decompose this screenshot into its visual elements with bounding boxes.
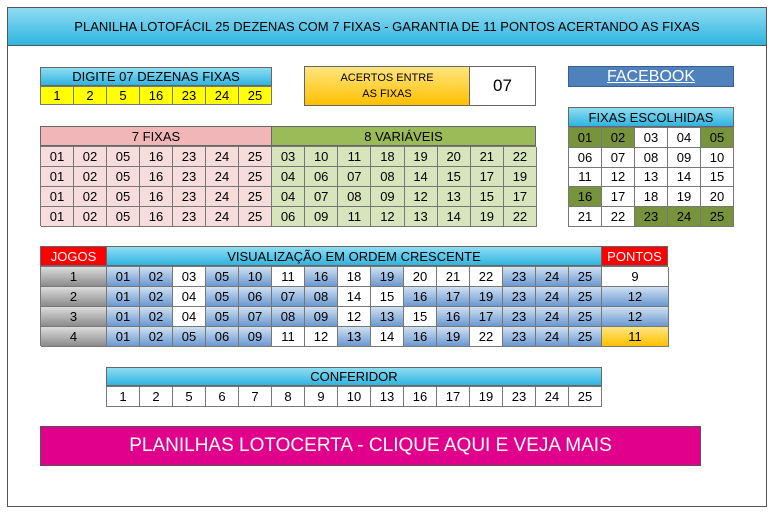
variavel-cell: 08 [371,167,404,187]
pontos-cell: 12 [602,287,669,307]
variavel-cell: 19 [471,207,504,227]
jogo-dezena-cell: 19 [437,327,470,347]
escolhida-cell: 24 [668,207,701,227]
jogo-dezena-cell: 12 [338,307,371,327]
fixa-cell: 01 [41,147,74,167]
variavel-cell: 10 [305,147,338,167]
fixa-cell: 24 [206,167,239,187]
jogo-dezena-cell: 01 [107,267,140,287]
fixa-cell: 05 [107,167,140,187]
escolhida-cell: 20 [701,187,734,207]
jogo-dezena-cell: 02 [140,307,173,327]
conferidor-cell: 7 [239,387,272,407]
fixa-cell: 25 [239,167,272,187]
digite-input-cell[interactable]: 1 [41,87,74,105]
jogo-dezena-cell: 04 [173,287,206,307]
escolhidas-table [568,127,734,227]
fixa-cell: 02 [74,207,107,227]
escolhida-cell: 17 [602,187,635,207]
jogo-dezena-cell: 18 [338,267,371,287]
escolhida-cell: 07 [602,148,635,168]
variavel-cell: 09 [371,187,404,207]
facebook-link[interactable]: FACEBOOK [568,66,734,87]
escolhida-cell: 22 [602,207,635,227]
jogo-dezena-cell: 08 [272,307,305,327]
conferidor-cell: 19 [470,387,503,407]
digite-inputs [40,86,272,105]
escolhidas-label: FIXAS ESCOLHIDAS [568,107,734,127]
variavel-cell: 15 [471,187,504,207]
conferidor-cell: 13 [371,387,404,407]
escolhida-cell: 18 [635,187,668,207]
jogo-dezena-cell: 22 [470,327,503,347]
variavel-cell: 04 [272,167,305,187]
jogo-dezena-cell: 17 [437,287,470,307]
escolhida-cell: 21 [569,207,602,227]
digite-input-cell[interactable]: 5 [107,87,140,105]
fixa-cell: 23 [173,207,206,227]
jogo-dezena-cell: 06 [206,327,239,347]
conferidor-cell: 23 [503,387,536,407]
jogo-dezena-cell: 06 [239,287,272,307]
jogo-dezena-cell: 01 [107,307,140,327]
jogo-dezena-cell: 22 [470,267,503,287]
jogo-dezena-cell: 05 [206,267,239,287]
conferidor-cell: 5 [173,387,206,407]
fixa-cell: 01 [41,167,74,187]
escolhida-cell: 14 [668,168,701,188]
escolhida-cell: 10 [701,148,734,168]
variavel-cell: 12 [371,207,404,227]
conferidor-cell: 17 [437,387,470,407]
fixa-cell: 16 [140,207,173,227]
escolhida-cell: 11 [569,168,602,188]
conferidor-cell: 2 [140,387,173,407]
variavel-cell: 19 [405,147,438,167]
fixa-cell: 01 [41,187,74,207]
jogo-dezena-cell: 15 [404,307,437,327]
jogo-dezena-cell: 10 [239,267,272,287]
digite-input-cell[interactable]: 25 [239,87,272,105]
variaveis-header: 8 VARIÁVEIS [271,126,536,146]
jogo-dezena-cell: 09 [239,327,272,347]
jogo-dezena-cell: 05 [173,327,206,347]
jogo-dezena-cell: 25 [569,307,602,327]
conferidor-cell: 24 [536,387,569,407]
variavel-cell: 06 [272,207,305,227]
escolhida-cell: 04 [668,128,701,148]
jogo-dezena-cell: 07 [272,287,305,307]
conferidor-cell: 16 [404,387,437,407]
jogo-number-cell: 2 [41,287,107,307]
fixa-cell: 25 [239,207,272,227]
jogo-dezena-cell: 25 [569,287,602,307]
jogo-dezena-cell: 17 [470,307,503,327]
fixa-cell: 02 [74,187,107,207]
escolhida-cell: 23 [635,207,668,227]
escolhida-cell: 01 [569,128,602,148]
fixa-cell: 05 [107,207,140,227]
jogo-dezena-cell: 11 [272,267,305,287]
jogo-dezena-cell: 01 [107,327,140,347]
acertos-label-line1: ACERTOS ENTRE [340,72,434,84]
jogo-dezena-cell: 05 [206,307,239,327]
variavel-cell: 17 [504,187,537,207]
jogo-dezena-cell: 24 [536,267,569,287]
pontos-cell: 11 [602,327,669,347]
fixa-cell: 24 [206,147,239,167]
escolhida-cell: 25 [701,207,734,227]
jogo-dezena-cell: 12 [305,327,338,347]
variavel-cell: 15 [438,167,471,187]
fixas-table [40,146,536,226]
fixa-cell: 23 [173,147,206,167]
jogo-dezena-cell: 02 [140,287,173,307]
conferidor-row [106,386,602,407]
variavel-cell: 21 [471,147,504,167]
jogo-dezena-cell: 11 [272,327,305,347]
fixa-cell: 05 [107,147,140,167]
jogo-dezena-cell: 20 [404,267,437,287]
variavel-cell: 11 [338,207,371,227]
jogo-dezena-cell: 19 [371,267,404,287]
jogo-dezena-cell: 14 [371,327,404,347]
escolhida-cell: 03 [635,128,668,148]
digite-input-cell[interactable]: 24 [206,87,239,105]
variavel-cell: 08 [338,187,371,207]
jogo-dezena-cell: 03 [173,267,206,287]
acertos-value: 07 [469,66,536,106]
pontos-header: PONTOS [601,246,668,266]
jogo-dezena-cell: 23 [503,287,536,307]
variavel-cell: 13 [405,207,438,227]
jogo-dezena-cell: 23 [503,327,536,347]
variavel-cell: 11 [338,147,371,167]
jogo-dezena-cell: 16 [437,307,470,327]
jogo-number-cell: 1 [41,267,107,287]
conferidor-cell: 9 [305,387,338,407]
fixa-cell: 23 [173,187,206,207]
fixa-cell: 02 [74,167,107,187]
variavel-cell: 22 [504,207,537,227]
jogo-dezena-cell: 16 [404,327,437,347]
jogo-dezena-cell: 16 [404,287,437,307]
fixa-cell: 16 [140,187,173,207]
visualizacao-table [40,266,668,346]
variavel-cell: 07 [338,167,371,187]
jogo-dezena-cell: 09 [305,307,338,327]
fixa-cell: 02 [74,147,107,167]
escolhida-cell: 13 [635,168,668,188]
fixa-cell: 24 [206,207,239,227]
jogo-dezena-cell: 04 [173,307,206,327]
jogo-number-cell: 4 [41,327,107,347]
variavel-cell: 04 [272,187,305,207]
conferidor-cell: 6 [206,387,239,407]
digite-input-cell[interactable]: 23 [173,87,206,105]
fixa-cell: 25 [239,187,272,207]
conferidor-cell: 1 [107,387,140,407]
jogo-number-cell: 3 [41,307,107,327]
conferidor-cell: 8 [272,387,305,407]
escolhida-cell: 15 [701,168,734,188]
fixa-cell: 05 [107,187,140,207]
jogo-dezena-cell: 14 [338,287,371,307]
pontos-cell: 9 [602,267,669,287]
fixa-cell: 01 [41,207,74,227]
variavel-cell: 09 [305,207,338,227]
jogo-dezena-cell: 13 [371,307,404,327]
escolhida-cell: 08 [635,148,668,168]
variavel-cell: 19 [504,167,537,187]
variavel-cell: 17 [471,167,504,187]
page-title: PLANILHA LOTOFÁCIL 25 DEZENAS COM 7 FIXAS - GARANTIA DE 11 PONTOS ACERTANDO AS FIXAS [8,8,766,46]
jogo-dezena-cell: 24 [536,327,569,347]
escolhida-cell: 05 [701,128,734,148]
variavel-cell: 13 [438,187,471,207]
variavel-cell: 03 [272,147,305,167]
jogo-dezena-cell: 19 [470,287,503,307]
digite-input-cell[interactable]: 2 [74,87,107,105]
jogos-header: JOGOS [40,246,107,266]
conferidor-cell: 10 [338,387,371,407]
jogo-dezena-cell: 15 [371,287,404,307]
jogo-dezena-cell: 05 [206,287,239,307]
conferidor-cell: 25 [569,387,602,407]
variavel-cell: 22 [504,147,537,167]
variavel-cell: 20 [438,147,471,167]
fixa-cell: 25 [239,147,272,167]
digite-input-cell[interactable]: 16 [140,87,173,105]
jogo-dezena-cell: 24 [536,307,569,327]
variavel-cell: 07 [305,187,338,207]
fixa-cell: 16 [140,147,173,167]
fixa-cell: 24 [206,187,239,207]
jogo-dezena-cell: 23 [503,307,536,327]
acertos-label-line2: AS FIXAS [362,88,412,100]
jogo-dezena-cell: 13 [338,327,371,347]
conferidor-label: CONFERIDOR [106,367,602,386]
variavel-cell: 06 [305,167,338,187]
jogo-dezena-cell: 02 [140,267,173,287]
variavel-cell: 14 [405,167,438,187]
variavel-cell: 12 [405,187,438,207]
jogo-dezena-cell: 25 [569,327,602,347]
fixa-cell: 16 [140,167,173,187]
jogo-dezena-cell: 21 [437,267,470,287]
jogo-dezena-cell: 02 [140,327,173,347]
escolhida-cell: 19 [668,187,701,207]
escolhida-cell: 02 [602,128,635,148]
visualizacao-header: VISUALIZAÇÃO EM ORDEM CRESCENTE [106,246,602,266]
lotocerta-banner-button[interactable]: PLANILHAS LOTOCERTA - CLIQUE AQUI E VEJA MAIS [40,426,701,466]
pontos-cell: 12 [602,307,669,327]
variavel-cell: 18 [371,147,404,167]
digite-label: DIGITE 07 DEZENAS FIXAS [40,67,272,86]
jogo-dezena-cell: 24 [536,287,569,307]
escolhida-cell: 09 [668,148,701,168]
variavel-cell: 14 [438,207,471,227]
jogo-dezena-cell: 07 [239,307,272,327]
jogo-dezena-cell: 08 [305,287,338,307]
jogo-dezena-cell: 25 [569,267,602,287]
jogo-dezena-cell: 23 [503,267,536,287]
jogo-dezena-cell: 01 [107,287,140,307]
escolhida-cell: 16 [569,187,602,207]
escolhida-cell: 12 [602,168,635,188]
acertos-label [304,66,470,106]
jogo-dezena-cell: 16 [305,267,338,287]
fixas-header: 7 FIXAS [40,126,272,146]
escolhida-cell: 06 [569,148,602,168]
fixa-cell: 23 [173,167,206,187]
